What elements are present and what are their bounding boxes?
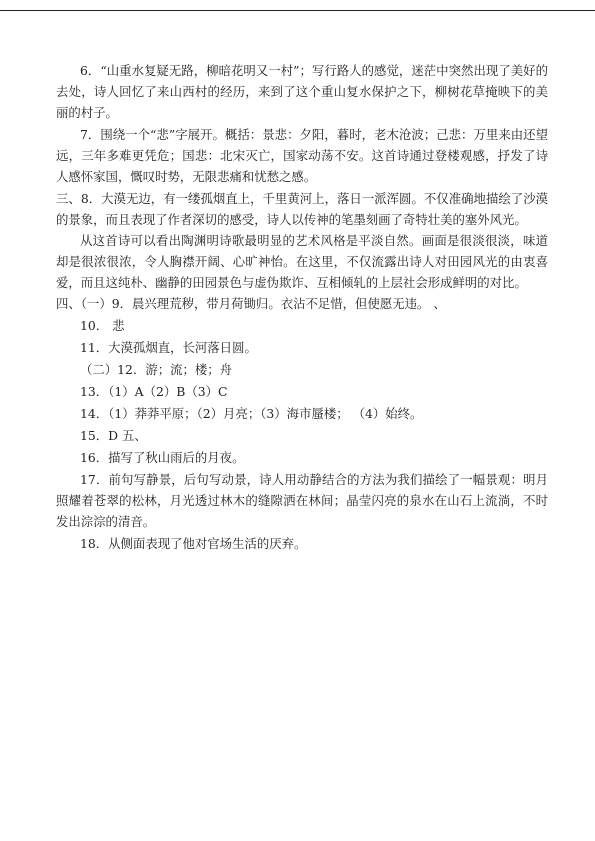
- answer-9: 四、（一）9．晨兴理荒秽，带月荷锄归。衣沾不足惜，但使愿无违。 、: [56, 296, 446, 311]
- answer-7: 7．围绕一个“悲”字展开。概括：景悲：夕阳，暮时，老木沧波；己悲：万里来由还望远，三年多难更凭危；国悲：北宋灭亡，国家动荡不安。这首诗通过登楼观感，抒发了诗人感怀家国，慨叹时势，无限悲痛和忧愁之感。: [56, 127, 548, 184]
- answer-17: 17．前句写静景，后句写动景，诗人用动静结合的方法为我们描绘了一幅景观：明月照耀着苍翠的松林，月光透过林木的缝隙洒在林间；晶莹闪亮的泉水在山石上流淌，不时发出淙淙的清音。: [56, 472, 548, 529]
- answer-13: 13．（1）A（2）B（3）C: [80, 384, 228, 399]
- answer-16: 16．描写了秋山雨后的月夜。: [80, 450, 245, 465]
- answer-document: [56, 60, 548, 554]
- answer-8: 三、8．大漠无边，有一缕孤烟直上，千里黄河上，落日一派浑圆。不仅准确地描绘了沙漠的景象，而且表现了作者深切的感受，诗人以传神的笔墨刻画了奇特壮美的塞外风光。: [56, 191, 548, 227]
- answer-11: 11．大漠孤烟直，长河落日圆。: [80, 340, 257, 355]
- answer-14: 14．（1）莽莽平原；（2）月亮；（3）海市蜃楼； （4）始终。: [80, 406, 423, 421]
- header-rule: [0, 0, 595, 11]
- answer-6: 6．“山重水复疑无路，柳暗花明又一村”；写行路人的感觉，迷茫中突然出现了美好的去处，诗人回忆了来山西村的经历，来到了这个重山复水保护之下，柳树花草掩映下的美丽的村子。: [56, 63, 548, 120]
- answer-8-continued: 从这首诗可以看出陶渊明诗歌最明显的艺术风格是平淡自然。画面是很淡很淡，味道却是很浓很浓，令人胸襟开阔、心旷神怡。在这里，不仅流露出诗人对田园风光的由衷喜爱，而且这纯朴、幽静的田园景色与虚伪欺诈、互相倾轧的上层社会形成鲜明的对比。: [56, 233, 548, 290]
- answer-15: 15．D 五、: [80, 428, 147, 443]
- answer-18: 18．从侧面表现了他对官场生活的厌弃。: [80, 536, 307, 551]
- answer-10: 10． 悲: [80, 318, 125, 333]
- answer-12: （二）12．游；流；楼；舟: [80, 362, 233, 377]
